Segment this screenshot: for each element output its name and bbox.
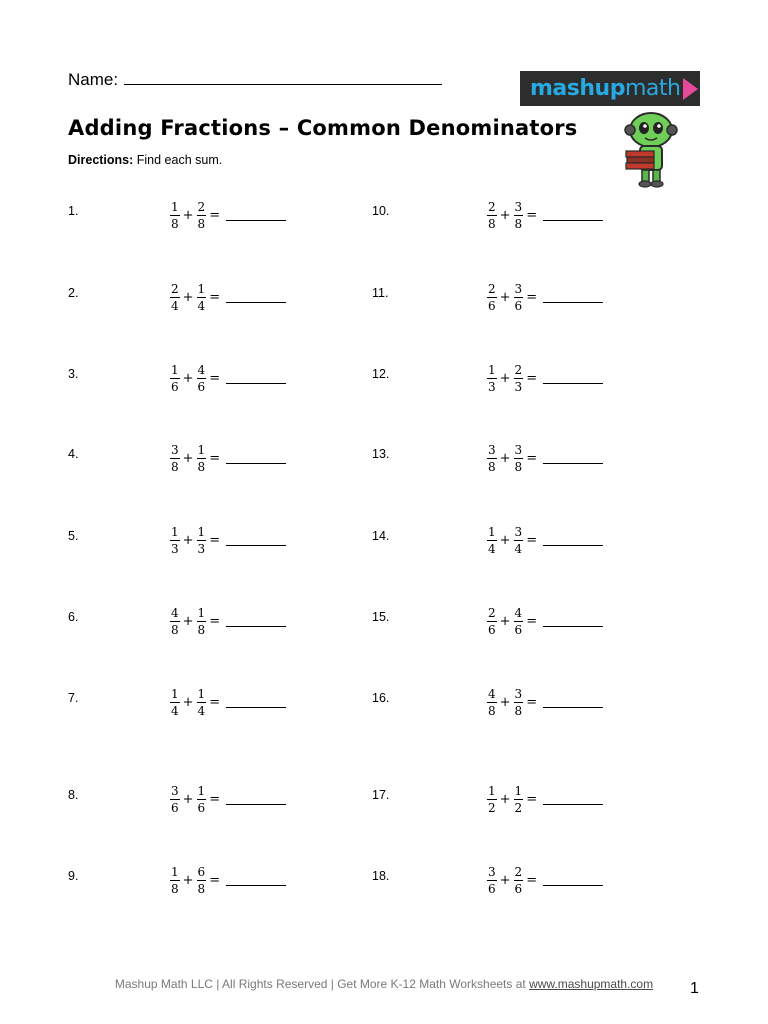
problem-number: 1. bbox=[68, 204, 79, 218]
fraction-expression bbox=[487, 283, 603, 312]
fraction bbox=[170, 866, 180, 895]
answer-blank[interactable] bbox=[226, 795, 286, 805]
problem-number: 12. bbox=[372, 367, 390, 381]
fraction bbox=[197, 201, 207, 230]
answer-blank[interactable] bbox=[226, 536, 286, 546]
plus-sign: + bbox=[499, 451, 511, 466]
equals-sign: = bbox=[209, 451, 221, 466]
denominator: 8 bbox=[171, 882, 179, 896]
denominator: 4 bbox=[171, 299, 179, 313]
answer-blank[interactable] bbox=[543, 293, 603, 303]
fraction bbox=[514, 866, 524, 895]
denominator: 6 bbox=[488, 882, 496, 896]
fraction-expression bbox=[487, 866, 603, 895]
numerator: 2 bbox=[514, 363, 523, 377]
numerator: 6 bbox=[197, 865, 206, 879]
denominator: 3 bbox=[488, 380, 496, 394]
answer-blank[interactable] bbox=[226, 374, 286, 384]
fraction bbox=[487, 364, 497, 393]
answer-blank[interactable] bbox=[543, 698, 603, 708]
fraction bbox=[514, 444, 524, 473]
answer-blank[interactable] bbox=[543, 536, 603, 546]
denominator: 6 bbox=[514, 299, 523, 313]
plus-sign: + bbox=[182, 371, 194, 386]
plus-sign: + bbox=[499, 614, 511, 629]
equals-sign: = bbox=[526, 695, 538, 710]
numerator: 1 bbox=[197, 606, 206, 620]
fraction bbox=[487, 607, 497, 636]
denominator: 6 bbox=[197, 801, 206, 815]
fraction bbox=[487, 688, 497, 717]
numerator: 1 bbox=[171, 865, 179, 879]
numerator: 1 bbox=[488, 525, 496, 539]
denominator: 8 bbox=[197, 623, 206, 637]
denominator: 8 bbox=[171, 460, 179, 474]
fraction-expression bbox=[170, 283, 286, 312]
fraction-expression bbox=[487, 444, 603, 473]
fraction-expression bbox=[170, 201, 286, 230]
denominator: 6 bbox=[514, 882, 523, 896]
denominator: 3 bbox=[514, 380, 523, 394]
fraction bbox=[487, 201, 497, 230]
problem-number: 16. bbox=[372, 691, 390, 705]
numerator: 3 bbox=[488, 865, 496, 879]
equals-sign: = bbox=[209, 873, 221, 888]
fraction-expression bbox=[170, 688, 286, 717]
answer-blank[interactable] bbox=[226, 698, 286, 708]
logo-text-mashup: mashup bbox=[530, 76, 625, 101]
problem-number: 15. bbox=[372, 610, 390, 624]
denominator: 4 bbox=[197, 299, 206, 313]
numerator: 1 bbox=[514, 784, 523, 798]
equals-sign: = bbox=[526, 451, 538, 466]
equals-sign: = bbox=[209, 614, 221, 629]
fraction bbox=[197, 364, 207, 393]
denominator: 6 bbox=[488, 623, 496, 637]
mashupmath-logo bbox=[520, 71, 700, 106]
fraction-expression bbox=[487, 785, 603, 814]
problem-number: 10. bbox=[372, 204, 390, 218]
plus-sign: + bbox=[499, 208, 511, 223]
denominator: 4 bbox=[171, 704, 179, 718]
denominator: 8 bbox=[197, 217, 206, 231]
equals-sign: = bbox=[209, 208, 221, 223]
denominator: 8 bbox=[171, 623, 179, 637]
play-triangle-icon bbox=[683, 78, 698, 100]
fraction bbox=[170, 444, 180, 473]
denominator: 6 bbox=[514, 623, 523, 637]
numerator: 3 bbox=[488, 443, 496, 457]
fraction-expression bbox=[487, 526, 603, 555]
fraction-expression bbox=[487, 201, 603, 230]
denominator: 3 bbox=[171, 542, 179, 556]
numerator: 3 bbox=[514, 200, 523, 214]
fraction bbox=[197, 688, 207, 717]
plus-sign: + bbox=[182, 614, 194, 629]
problem-number: 3. bbox=[68, 367, 79, 381]
answer-blank[interactable] bbox=[543, 374, 603, 384]
numerator: 1 bbox=[197, 525, 206, 539]
logo-text-math: math bbox=[624, 76, 681, 101]
numerator: 1 bbox=[197, 784, 206, 798]
numerator: 1 bbox=[171, 687, 179, 701]
answer-blank[interactable] bbox=[226, 876, 286, 886]
equals-sign: = bbox=[526, 290, 538, 305]
name-row bbox=[68, 70, 442, 90]
numerator: 4 bbox=[171, 606, 179, 620]
numerator: 4 bbox=[514, 606, 523, 620]
fraction bbox=[170, 201, 180, 230]
equals-sign: = bbox=[209, 290, 221, 305]
numerator: 1 bbox=[171, 200, 179, 214]
fraction-expression bbox=[487, 688, 603, 717]
fraction bbox=[197, 785, 207, 814]
problem-number: 13. bbox=[372, 447, 390, 461]
fraction bbox=[197, 607, 207, 636]
numerator: 3 bbox=[171, 443, 179, 457]
directions-label: Directions: bbox=[68, 153, 134, 167]
denominator: 6 bbox=[488, 299, 496, 313]
plus-sign: + bbox=[499, 533, 511, 548]
numerator: 1 bbox=[197, 443, 206, 457]
numerator: 2 bbox=[197, 200, 206, 214]
numerator: 3 bbox=[514, 687, 523, 701]
answer-blank[interactable] bbox=[226, 617, 286, 627]
numerator: 3 bbox=[514, 443, 523, 457]
robot-mascot-icon bbox=[618, 106, 682, 188]
footer bbox=[0, 977, 768, 991]
answer-blank[interactable] bbox=[543, 454, 603, 464]
page-number: 1 bbox=[690, 980, 699, 997]
denominator: 6 bbox=[197, 380, 206, 394]
equals-sign: = bbox=[526, 208, 538, 223]
problem-number: 8. bbox=[68, 788, 79, 802]
fraction bbox=[487, 526, 497, 555]
numerator: 4 bbox=[488, 687, 496, 701]
plus-sign: + bbox=[499, 290, 511, 305]
fraction bbox=[197, 444, 207, 473]
fraction-expression bbox=[487, 364, 603, 393]
equals-sign: = bbox=[526, 614, 538, 629]
plus-sign: + bbox=[499, 695, 511, 710]
numerator: 2 bbox=[488, 606, 496, 620]
name-blank-line bbox=[124, 70, 442, 85]
plus-sign: + bbox=[182, 873, 194, 888]
plus-sign: + bbox=[182, 792, 194, 807]
denominator: 4 bbox=[514, 542, 523, 556]
plus-sign: + bbox=[499, 371, 511, 386]
numerator: 1 bbox=[171, 363, 179, 377]
fraction-expression bbox=[170, 526, 286, 555]
equals-sign: = bbox=[209, 792, 221, 807]
fraction bbox=[487, 785, 497, 814]
problem-number: 6. bbox=[68, 610, 79, 624]
equals-sign: = bbox=[209, 533, 221, 548]
plus-sign: + bbox=[182, 695, 194, 710]
fraction bbox=[197, 526, 207, 555]
numerator: 2 bbox=[514, 865, 523, 879]
name-label: Name: bbox=[68, 70, 119, 89]
fraction bbox=[487, 444, 497, 473]
answer-blank[interactable] bbox=[226, 293, 286, 303]
fraction bbox=[514, 688, 524, 717]
denominator: 8 bbox=[197, 460, 206, 474]
answer-blank[interactable] bbox=[543, 876, 603, 886]
numerator: 4 bbox=[197, 363, 206, 377]
denominator: 8 bbox=[488, 460, 496, 474]
denominator: 2 bbox=[514, 801, 523, 815]
equals-sign: = bbox=[526, 371, 538, 386]
plus-sign: + bbox=[499, 792, 511, 807]
plus-sign: + bbox=[182, 533, 194, 548]
fraction bbox=[514, 607, 524, 636]
fraction-expression bbox=[170, 866, 286, 895]
fraction bbox=[514, 283, 524, 312]
answer-blank[interactable] bbox=[226, 211, 286, 221]
fraction bbox=[197, 283, 207, 312]
fraction bbox=[170, 688, 180, 717]
fraction-expression bbox=[170, 785, 286, 814]
fraction-expression bbox=[170, 364, 286, 393]
equals-sign: = bbox=[209, 371, 221, 386]
fraction-expression bbox=[170, 607, 286, 636]
problem-number: 9. bbox=[68, 869, 79, 883]
problem-number: 11. bbox=[372, 286, 389, 300]
equals-sign: = bbox=[526, 873, 538, 888]
numerator: 1 bbox=[171, 525, 179, 539]
fraction bbox=[170, 526, 180, 555]
plus-sign: + bbox=[182, 451, 194, 466]
numerator: 1 bbox=[197, 687, 206, 701]
fraction bbox=[514, 364, 524, 393]
fraction bbox=[487, 283, 497, 312]
problem-number: 7. bbox=[68, 691, 79, 705]
plus-sign: + bbox=[499, 873, 511, 888]
denominator: 6 bbox=[171, 380, 179, 394]
problem-number: 17. bbox=[372, 788, 390, 802]
fraction-expression bbox=[487, 607, 603, 636]
denominator: 6 bbox=[171, 801, 179, 815]
equals-sign: = bbox=[526, 533, 538, 548]
page-title: Adding Fractions – Common Denominators bbox=[68, 116, 578, 140]
directions-text: Find each sum. bbox=[133, 153, 223, 167]
equals-sign: = bbox=[526, 792, 538, 807]
footer-link[interactable]: www.mashupmath.com bbox=[529, 977, 654, 991]
plus-sign: + bbox=[182, 290, 194, 305]
numerator: 1 bbox=[488, 784, 496, 798]
fraction-expression bbox=[170, 444, 286, 473]
equals-sign: = bbox=[209, 695, 221, 710]
fraction bbox=[514, 526, 524, 555]
numerator: 3 bbox=[514, 282, 523, 296]
answer-blank[interactable] bbox=[543, 795, 603, 805]
numerator: 2 bbox=[488, 200, 496, 214]
denominator: 3 bbox=[197, 542, 206, 556]
problem-number: 2. bbox=[68, 286, 79, 300]
footer-text: Mashup Math LLC | All Rights Reserved | Get More K-12 Math Worksheets at bbox=[114, 977, 530, 991]
plus-sign: + bbox=[182, 208, 194, 223]
denominator: 8 bbox=[514, 217, 523, 231]
fraction bbox=[170, 607, 180, 636]
denominator: 8 bbox=[488, 217, 496, 231]
denominator: 2 bbox=[488, 801, 496, 815]
numerator: 3 bbox=[171, 784, 179, 798]
numerator: 1 bbox=[197, 282, 206, 296]
numerator: 3 bbox=[514, 525, 523, 539]
fraction bbox=[170, 283, 180, 312]
answer-blank[interactable] bbox=[543, 617, 603, 627]
denominator: 4 bbox=[488, 542, 496, 556]
problem-number: 14. bbox=[372, 529, 390, 543]
numerator: 2 bbox=[488, 282, 496, 296]
fraction bbox=[197, 866, 207, 895]
denominator: 8 bbox=[171, 217, 179, 231]
numerator: 2 bbox=[171, 282, 179, 296]
problem-number: 18. bbox=[372, 869, 390, 883]
fraction bbox=[487, 866, 497, 895]
denominator: 8 bbox=[488, 704, 496, 718]
numerator: 1 bbox=[488, 363, 496, 377]
denominator: 8 bbox=[514, 704, 523, 718]
denominator: 8 bbox=[514, 460, 523, 474]
problem-number: 4. bbox=[68, 447, 79, 461]
problem-number: 5. bbox=[68, 529, 79, 543]
fraction bbox=[170, 364, 180, 393]
fraction bbox=[170, 785, 180, 814]
directions bbox=[68, 153, 222, 167]
fraction bbox=[514, 201, 524, 230]
answer-blank[interactable] bbox=[226, 454, 286, 464]
denominator: 8 bbox=[197, 882, 206, 896]
denominator: 4 bbox=[197, 704, 206, 718]
fraction bbox=[514, 785, 524, 814]
answer-blank[interactable] bbox=[543, 211, 603, 221]
